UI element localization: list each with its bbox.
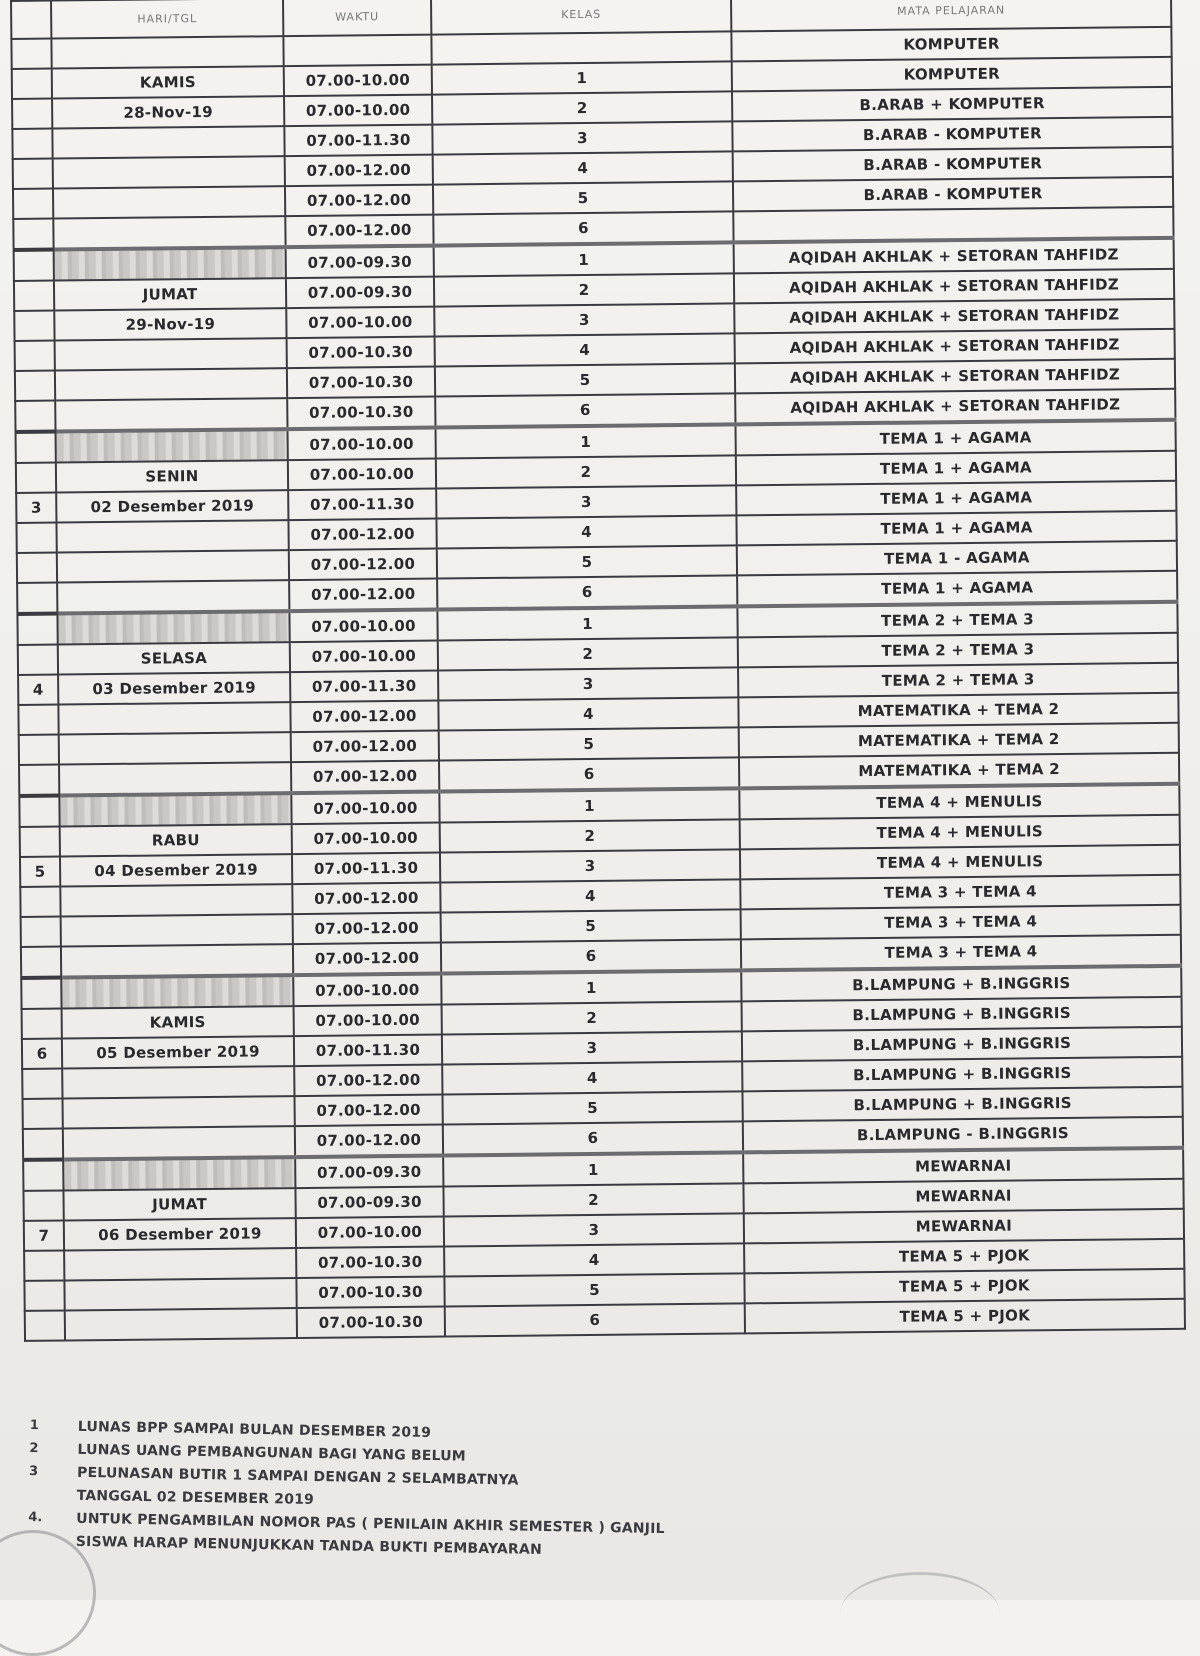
note-text: SISWA HARAP MENUNJUKKAN TANDA BUKTI PEMBAYARAN: [75, 1533, 543, 1558]
time-cell: 07.00-09.30: [295, 1156, 443, 1189]
subject-cell: TEMA 4 + MENULIS: [740, 845, 1180, 880]
time-cell: 07.00-12.00: [285, 185, 433, 217]
subject-cell: MATEMATIKA + TEMA 2: [739, 723, 1179, 758]
subject-cell: AQIDAH AKHLAK + SETORAN TAHFIDZ: [735, 389, 1175, 425]
subject-cell: TEMA 5 + PJOK: [745, 1299, 1185, 1334]
subject-cell: TEMA 4 + MENULIS: [740, 815, 1180, 850]
time-cell: 07.00-11.30: [284, 125, 432, 157]
day-cell: [63, 1157, 295, 1190]
day-name: SENIN: [56, 460, 288, 492]
day-name: JUMAT: [63, 1188, 295, 1220]
subject-cell: MATEMATIKA + TEMA 2: [739, 753, 1179, 789]
kelas-cell: 2: [432, 91, 732, 124]
day-name: RABU: [60, 824, 292, 856]
group-number: [14, 250, 54, 281]
group-number: [24, 1251, 64, 1281]
group-number: [23, 1160, 63, 1191]
kelas-cell: 3: [440, 849, 740, 882]
day-cell: [59, 732, 291, 764]
group-number: [15, 401, 55, 432]
day-cell: [61, 944, 293, 977]
group-number: [23, 1191, 63, 1221]
time-cell: 07.00-10.00: [296, 1217, 444, 1249]
day-cell: [55, 368, 287, 400]
day-cell: [64, 1278, 296, 1310]
kelas-cell: 1: [432, 61, 732, 94]
time-cell: 07.00-10.00: [288, 459, 436, 491]
kelas-cell: 5: [441, 909, 741, 942]
group-number: [11, 39, 51, 69]
group-number: [18, 705, 58, 735]
subject-cell: AQIDAH AKHLAK + SETORAN TAHFIDZ: [734, 238, 1174, 274]
subject-cell: TEMA 2 + TEMA 3: [737, 602, 1177, 638]
day-cell: [52, 126, 284, 158]
group-number: 3: [16, 493, 56, 523]
time-cell: 07.00-10.30: [287, 367, 435, 399]
kelas-cell: 6: [445, 1303, 745, 1336]
day-cell: [56, 520, 288, 552]
day-cell: [51, 36, 283, 68]
group-number: [21, 917, 61, 947]
time-cell: 07.00-12.00: [293, 943, 441, 976]
kelas-cell: 1: [434, 242, 734, 276]
group-number: [22, 1069, 62, 1099]
group-number: [16, 432, 56, 463]
subject-cell: B.ARAB - KOMPUTER: [733, 177, 1173, 212]
subject-cell: B.LAMPUNG + B.INGGRIS: [742, 1087, 1182, 1122]
note-number: 2: [29, 1440, 39, 1457]
group-number: [13, 219, 53, 250]
exam-date: 02 Desember 2019: [56, 490, 288, 522]
kelas-cell: 4: [435, 333, 735, 366]
kelas-cell: 2: [436, 455, 736, 488]
subject-cell: TEMA 3 + TEMA 4: [741, 935, 1181, 971]
kelas-cell: 6: [441, 939, 741, 973]
kelas-cell: 1: [436, 424, 736, 458]
group-number: [19, 796, 59, 827]
kelas-cell: 3: [444, 1213, 744, 1246]
day-name: KAMIS: [52, 66, 284, 98]
group-number: [16, 463, 56, 493]
subject-cell: TEMA 1 + AGAMA: [736, 451, 1176, 486]
kelas-cell: 4: [438, 697, 738, 730]
time-cell: [283, 35, 431, 67]
kelas-cell: 4: [433, 151, 733, 184]
note-number: 3: [28, 1463, 39, 1480]
kelas-cell: 6: [433, 211, 733, 245]
day-cell: [59, 762, 291, 795]
time-cell: 07.00-09.30: [286, 277, 434, 309]
kelas-cell: 2: [443, 1183, 743, 1216]
group-number: 6: [22, 1039, 62, 1069]
kelas-cell: 1: [441, 970, 741, 1004]
time-cell: 07.00-12.00: [288, 519, 436, 551]
stamp-seal-icon: [840, 1572, 1000, 1655]
subject-cell: B.LAMPUNG + B.INGGRIS: [742, 997, 1182, 1032]
day-name: KAMIS: [62, 1006, 294, 1038]
group-number: [25, 1310, 65, 1340]
subject-cell: TEMA 1 + AGAMA: [736, 481, 1176, 516]
group-number: [17, 614, 57, 645]
kelas-cell: 1: [439, 788, 739, 822]
note-text: LUNAS BPP SAMPAI BULAN DESEMBER 2019: [77, 1418, 432, 1442]
kelas-cell: 3: [434, 303, 734, 336]
kelas-cell: 5: [444, 1273, 744, 1306]
subject-cell: TEMA 1 - AGAMA: [737, 541, 1177, 576]
subject-cell: B.LAMPUNG + B.INGGRIS: [742, 1057, 1182, 1092]
group-number: [12, 69, 52, 99]
kelas-cell: 6: [443, 1121, 743, 1155]
note-text: LUNAS UANG PEMBANGUNAN BAGI YANG BELUM: [77, 1441, 467, 1465]
kelas-cell: 5: [442, 1091, 742, 1124]
note-number: [29, 1487, 77, 1504]
header-kelas: KELAS: [431, 0, 731, 35]
time-cell: 07.00-10.00: [290, 641, 438, 673]
time-cell: 07.00-12.00: [294, 1095, 442, 1127]
time-cell: 07.00-12.00: [295, 1125, 443, 1158]
subject-cell: [733, 207, 1173, 243]
kelas-cell: 6: [439, 757, 739, 791]
subject-cell: AQIDAH AKHLAK + SETORAN TAHFIDZ: [734, 269, 1174, 304]
kelas-cell: 5: [439, 727, 739, 760]
group-number: [12, 99, 52, 129]
note-number: 4.: [28, 1509, 43, 1526]
group-number: [20, 827, 60, 857]
subject-cell: TEMA 5 + PJOK: [744, 1239, 1184, 1274]
kelas-cell: 3: [438, 667, 738, 700]
time-cell: 07.00-10.00: [284, 95, 432, 127]
day-cell: [57, 550, 289, 582]
time-cell: 07.00-12.00: [292, 883, 440, 915]
header-no: [11, 1, 51, 39]
group-number: [23, 1099, 63, 1129]
group-number: [22, 1009, 62, 1039]
time-cell: 07.00-10.00: [289, 610, 437, 643]
kelas-cell: 5: [437, 545, 737, 578]
day-cell: [64, 1248, 296, 1280]
day-cell: [59, 793, 291, 826]
day-cell: [57, 580, 289, 613]
subject-cell: MEWARNAI: [744, 1209, 1184, 1244]
kelas-cell: [431, 31, 731, 64]
header-time: WAKTU: [283, 0, 431, 36]
group-number: [19, 735, 59, 765]
kelas-cell: 1: [437, 606, 737, 640]
note-text: TANGGAL 02 DESEMBER 2019: [76, 1487, 315, 1508]
day-cell: [57, 611, 289, 644]
time-cell: 07.00-11.30: [294, 1035, 442, 1067]
time-cell: 07.00-10.00: [288, 428, 436, 461]
time-cell: 07.00-10.30: [287, 397, 435, 430]
time-cell: 07.00-12.00: [291, 761, 439, 794]
time-cell: 07.00-11.30: [288, 489, 436, 521]
time-cell: 07.00-10.00: [294, 1005, 442, 1037]
day-cell: [63, 1096, 295, 1128]
group-number: [13, 159, 53, 189]
group-number: [18, 645, 58, 675]
note-number: 1: [29, 1418, 40, 1434]
time-cell: 07.00-09.30: [295, 1187, 443, 1219]
group-number: [15, 371, 55, 401]
kelas-cell: 6: [437, 575, 737, 609]
day-cell: [65, 1308, 297, 1340]
day-cell: [53, 216, 285, 249]
kelas-cell: 2: [442, 1001, 742, 1034]
kelas-cell: 1: [443, 1152, 743, 1186]
subject-cell: B.LAMPUNG + B.INGGRIS: [742, 1027, 1182, 1062]
subject-cell: KOMPUTER: [732, 57, 1172, 92]
time-cell: 07.00-10.00: [291, 792, 439, 825]
exam-date: 04 Desember 2019: [60, 854, 292, 886]
time-cell: 07.00-12.00: [285, 155, 433, 187]
note-text: PELUNASAN BUTIR 1 SAMPAI DENGAN 2 SELAMBATNYA: [76, 1464, 519, 1489]
time-cell: 07.00-10.30: [287, 337, 435, 369]
exam-schedule-table: [10, 0, 1186, 1342]
subject-cell: MEWARNAI: [743, 1148, 1183, 1184]
day-cell: [55, 398, 287, 431]
group-number: 7: [24, 1221, 64, 1251]
day-name: JUMAT: [54, 278, 286, 310]
subject-cell: KOMPUTER: [731, 27, 1171, 62]
kelas-cell: 2: [440, 819, 740, 852]
group-number: [13, 189, 53, 219]
subject-cell: MEWARNAI: [743, 1179, 1183, 1214]
group-number: [14, 281, 54, 311]
exam-date: 29-Nov-19: [54, 308, 286, 340]
kelas-cell: 4: [442, 1061, 742, 1094]
time-cell: 07.00-12.00: [290, 701, 438, 733]
time-cell: 07.00-12.00: [293, 913, 441, 945]
time-cell: 07.00-11.30: [290, 671, 438, 703]
subject-cell: TEMA 1 + AGAMA: [735, 420, 1175, 456]
day-cell: [56, 429, 288, 462]
group-number: 5: [20, 857, 60, 887]
day-cell: [54, 247, 286, 280]
kelas-cell: 3: [436, 485, 736, 518]
subject-cell: TEMA 2 + TEMA 3: [738, 663, 1178, 698]
time-cell: 07.00-10.30: [296, 1277, 444, 1309]
day-cell: [61, 975, 293, 1008]
kelas-cell: 2: [438, 637, 738, 670]
subject-cell: TEMA 5 + PJOK: [744, 1269, 1184, 1304]
subject-cell: AQIDAH AKHLAK + SETORAN TAHFIDZ: [734, 299, 1174, 334]
group-number: 4: [18, 675, 58, 705]
subject-cell: B.ARAB + KOMPUTER: [732, 87, 1172, 122]
day-cell: [61, 914, 293, 946]
header-mapel: MATA PELAJARAN: [731, 0, 1171, 31]
subject-cell: TEMA 1 + AGAMA: [737, 571, 1177, 607]
day-cell: [58, 702, 290, 734]
time-cell: 07.00-10.30: [296, 1247, 444, 1279]
group-number: [19, 765, 59, 796]
note-text: UNTUK PENGAMBILAN NOMOR PAS ( PENILAIN AKHIR SEMESTER ) GANJIL: [76, 1510, 665, 1538]
group-number: [12, 129, 52, 159]
day-cell: [62, 1066, 294, 1098]
subject-cell: B.LAMPUNG - B.INGGRIS: [743, 1117, 1183, 1153]
day-cell: [60, 884, 292, 916]
time-cell: 07.00-10.30: [297, 1307, 445, 1339]
notes-section: [28, 1418, 930, 1572]
time-cell: 07.00-09.30: [286, 246, 434, 279]
kelas-cell: 3: [432, 121, 732, 154]
exam-date: 05 Desember 2019: [62, 1036, 294, 1068]
subject-cell: MATEMATIKA + TEMA 2: [738, 693, 1178, 728]
subject-cell: TEMA 3 + TEMA 4: [741, 905, 1181, 940]
day-cell: [53, 186, 285, 218]
time-cell: 07.00-11.30: [292, 853, 440, 885]
kelas-cell: 3: [442, 1031, 742, 1064]
day-name: SELASA: [58, 642, 290, 674]
group-number: [16, 523, 56, 553]
kelas-cell: 2: [434, 273, 734, 306]
time-cell: 07.00-12.00: [294, 1065, 442, 1097]
time-cell: 07.00-12.00: [291, 731, 439, 763]
subject-cell: TEMA 4 + MENULIS: [739, 784, 1179, 820]
group-number: [17, 583, 57, 614]
time-cell: 07.00-10.00: [286, 307, 434, 339]
subject-cell: B.ARAB - KOMPUTER: [733, 147, 1173, 182]
time-cell: 07.00-10.00: [284, 65, 432, 97]
group-number: [20, 887, 60, 917]
kelas-cell: 4: [440, 879, 740, 912]
group-number: [24, 1281, 64, 1311]
subject-cell: TEMA 2 + TEMA 3: [738, 633, 1178, 668]
group-number: [21, 978, 61, 1009]
time-cell: 07.00-12.00: [289, 549, 437, 581]
subject-cell: TEMA 1 + AGAMA: [736, 511, 1176, 546]
group-number: [17, 553, 57, 583]
day-cell: [53, 156, 285, 188]
kelas-cell: 6: [435, 393, 735, 427]
exam-date: 03 Desember 2019: [58, 672, 290, 704]
exam-date: 28-Nov-19: [52, 96, 284, 128]
kelas-cell: 4: [444, 1243, 744, 1276]
time-cell: 07.00-10.00: [293, 974, 441, 1007]
time-cell: 07.00-12.00: [289, 579, 437, 612]
kelas-cell: 5: [433, 181, 733, 214]
header-day: HARI/TGL: [51, 0, 283, 39]
subject-cell: B.LAMPUNG + B.INGGRIS: [741, 966, 1181, 1002]
schedule-body: [11, 27, 1185, 1341]
day-cell: [63, 1126, 295, 1159]
group-number: [15, 341, 55, 371]
subject-cell: AQIDAH AKHLAK + SETORAN TAHFIDZ: [735, 359, 1175, 394]
kelas-cell: 4: [436, 515, 736, 548]
time-cell: 07.00-12.00: [285, 215, 433, 248]
time-cell: 07.00-10.00: [292, 823, 440, 855]
kelas-cell: 5: [435, 363, 735, 396]
subject-cell: AQIDAH AKHLAK + SETORAN TAHFIDZ: [735, 329, 1175, 364]
group-number: [14, 311, 54, 341]
day-cell: [55, 338, 287, 370]
group-number: [21, 947, 61, 978]
subject-cell: TEMA 3 + TEMA 4: [740, 875, 1180, 910]
subject-cell: B.ARAB - KOMPUTER: [732, 117, 1172, 152]
exam-date: 06 Desember 2019: [64, 1218, 296, 1250]
group-number: [23, 1129, 63, 1160]
